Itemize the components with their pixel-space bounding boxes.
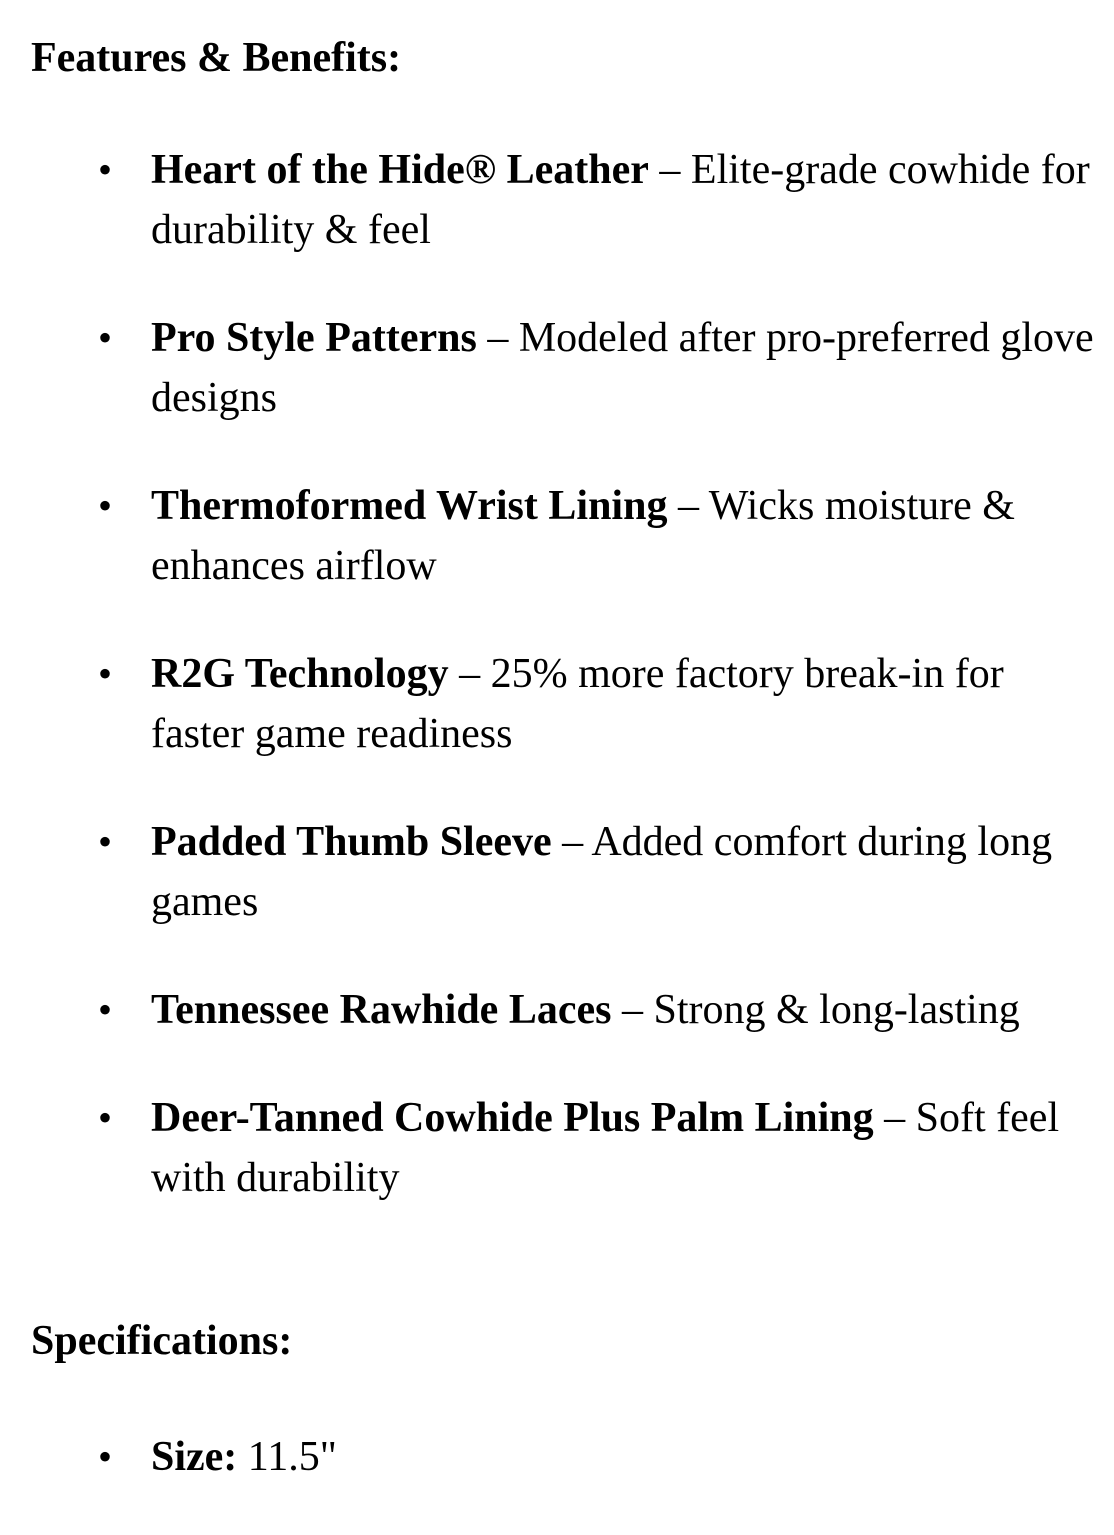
feature-term: Thermoformed Wrist Lining [151, 483, 668, 529]
feature-item-r2g-technology [0, 644, 1114, 764]
feature-description: Elite-grade cowhide for durability & feel [151, 147, 1090, 253]
feature-separator: – [873, 1095, 916, 1141]
feature-description: 25% more factory break-in for faster game readiness [151, 651, 1004, 757]
bullet-icon: • [98, 987, 113, 1032]
feature-term: Pro Style Patterns [151, 315, 477, 361]
feature-term: Heart of the Hide® Leather [151, 147, 649, 193]
spec-term: Size: [151, 1434, 238, 1480]
bullet-icon: • [98, 315, 113, 360]
feature-item-tennessee-rawhide-laces [0, 980, 1114, 1040]
feature-description: Strong & long-lasting [653, 987, 1020, 1033]
feature-item-pro-style-patterns [0, 308, 1114, 428]
bullet-icon: • [98, 1095, 113, 1140]
specifications-heading: Specifications: [31, 1318, 293, 1364]
feature-term: R2G Technology [151, 651, 449, 697]
bullet-icon: • [98, 483, 113, 528]
feature-description: Soft feel with durability [151, 1095, 1060, 1201]
feature-item-padded-thumb-sleeve [0, 812, 1114, 932]
feature-separator: – [448, 651, 491, 697]
bullet-icon: • [98, 1434, 113, 1479]
feature-description: Added comfort during long games [151, 819, 1053, 925]
feature-item-thermoformed-wrist-lining [0, 476, 1114, 596]
bullet-icon: • [98, 147, 113, 192]
feature-item-deer-tanned-cowhide [0, 1088, 1114, 1208]
feature-description: Modeled after pro-preferred glove designs [151, 315, 1094, 421]
feature-separator: – [551, 819, 592, 865]
specifications-list [0, 1427, 1114, 1535]
bullet-icon: • [98, 819, 113, 864]
feature-separator: – [667, 483, 709, 529]
features-heading: Features & Benefits: [31, 35, 402, 81]
feature-separator: – [611, 987, 654, 1033]
feature-item-heart-of-the-hide [0, 140, 1114, 260]
feature-description: Wicks moisture & enhances airflow [151, 483, 1015, 589]
feature-separator: – [476, 315, 519, 361]
features-list [0, 140, 1114, 1256]
feature-term: Padded Thumb Sleeve [151, 819, 552, 865]
feature-term: Deer-Tanned Cowhide Plus Palm Lining [151, 1095, 874, 1141]
bullet-icon: • [98, 651, 113, 696]
spec-value: 11.5" [247, 1434, 337, 1480]
spec-item-size [0, 1427, 1114, 1487]
feature-separator: – [648, 147, 691, 193]
spec-separator [237, 1434, 248, 1480]
feature-term: Tennessee Rawhide Laces [151, 987, 612, 1033]
